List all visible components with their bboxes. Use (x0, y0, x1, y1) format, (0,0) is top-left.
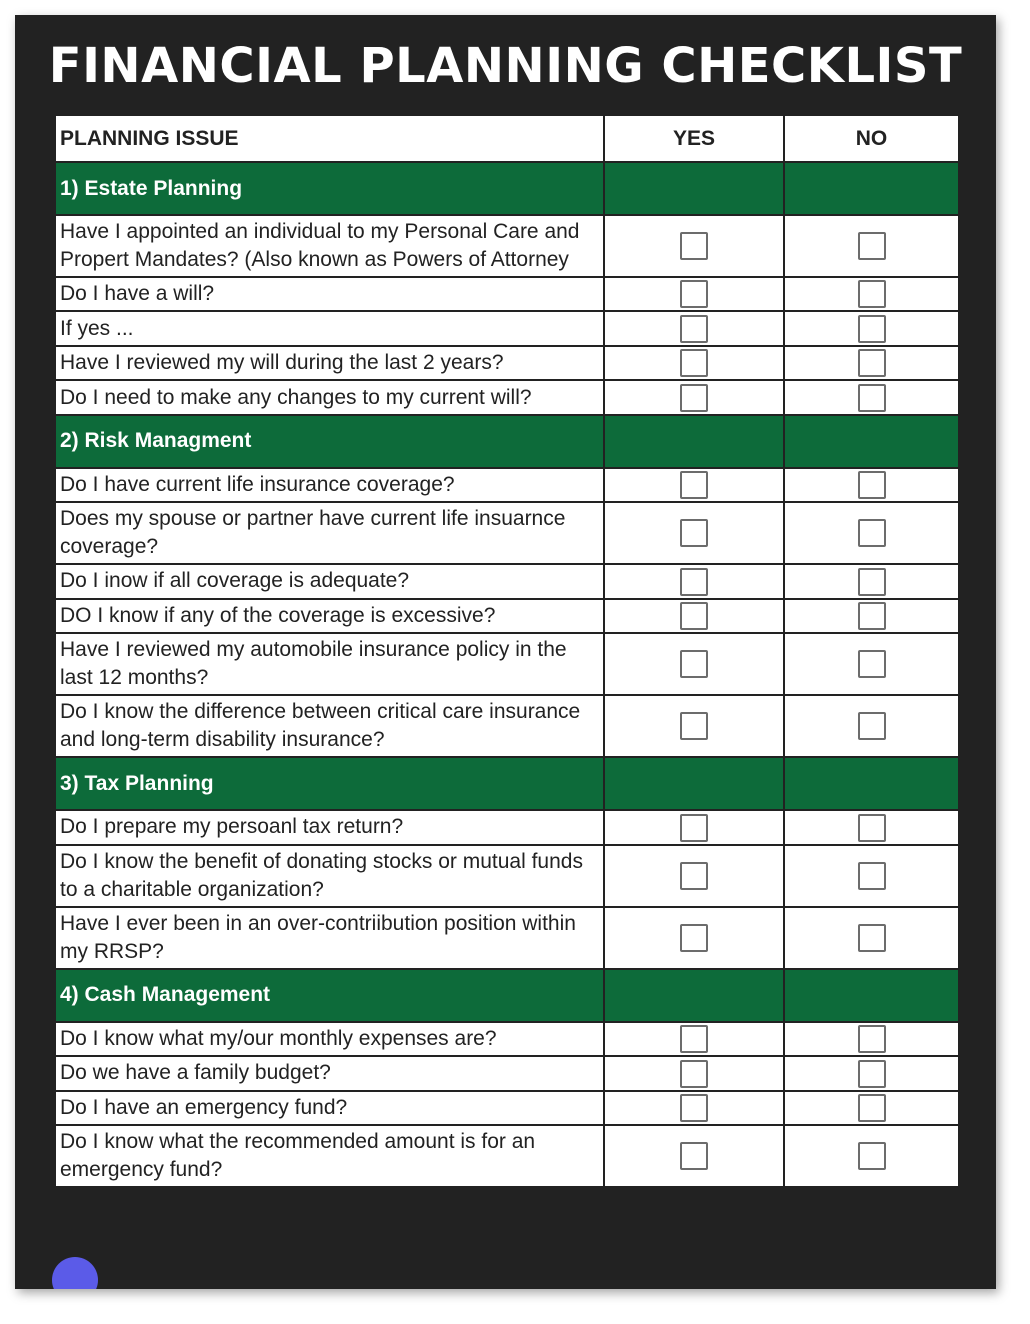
no-cell (784, 907, 959, 969)
section-heading: 3) Tax Planning (55, 757, 604, 810)
question-text: Do I have current life insurance coverage? (55, 468, 604, 502)
question-text: Do I need to make any changes to my current will? (55, 380, 604, 414)
yes-cell (604, 346, 784, 380)
question-text: If yes ... (55, 311, 604, 345)
question-row (55, 845, 959, 907)
no-checkbox[interactable] (858, 862, 886, 890)
question-row (55, 633, 959, 695)
no-cell (784, 599, 959, 633)
question-row (55, 468, 959, 502)
no-cell (784, 380, 959, 414)
yes-checkbox[interactable] (680, 280, 708, 308)
header-issue: PLANNING ISSUE (55, 115, 604, 162)
section-row (55, 969, 959, 1022)
yes-cell (604, 845, 784, 907)
question-text: Have I ever been in an over-contriibution position within my RRSP? (55, 907, 604, 969)
section-heading: 2) Risk Managment (55, 415, 604, 468)
yes-checkbox[interactable] (680, 1142, 708, 1170)
question-row (55, 1125, 959, 1187)
question-text: Do I inow if all coverage is adequate? (55, 564, 604, 598)
question-row (55, 502, 959, 564)
section-row (55, 757, 959, 810)
section-row (55, 162, 959, 215)
section-empty-cell (604, 162, 784, 215)
question-row (55, 810, 959, 844)
no-cell (784, 1091, 959, 1125)
checklist-table (54, 114, 960, 1188)
question-text: Do I know the benefit of donating stocks or mutual funds to a charitable organization? (55, 845, 604, 907)
no-checkbox[interactable] (858, 1060, 886, 1088)
yes-checkbox[interactable] (680, 814, 708, 842)
yes-cell (604, 907, 784, 969)
question-text: Do I know what the recommended amount is for an emergency fund? (55, 1125, 604, 1187)
question-row (55, 564, 959, 598)
no-cell (784, 633, 959, 695)
no-cell (784, 215, 959, 277)
yes-cell (604, 1091, 784, 1125)
no-cell (784, 502, 959, 564)
yes-checkbox[interactable] (680, 471, 708, 499)
header-row (55, 115, 959, 162)
question-row (55, 599, 959, 633)
question-row (55, 380, 959, 414)
question-text: Do I know what my/our monthly expenses are? (55, 1022, 604, 1056)
no-checkbox[interactable] (858, 1142, 886, 1170)
no-checkbox[interactable] (858, 1025, 886, 1053)
yes-cell (604, 311, 784, 345)
no-checkbox[interactable] (858, 384, 886, 412)
yes-checkbox[interactable] (680, 924, 708, 952)
question-text: Do we have a family budget? (55, 1056, 604, 1090)
question-row (55, 346, 959, 380)
floating-action-dot[interactable] (52, 1257, 98, 1289)
no-checkbox[interactable] (858, 280, 886, 308)
question-row (55, 695, 959, 757)
question-text: Do I have a will? (55, 277, 604, 311)
yes-checkbox[interactable] (680, 1094, 708, 1122)
checklist-frame (15, 15, 996, 1289)
yes-cell (604, 277, 784, 311)
yes-checkbox[interactable] (680, 315, 708, 343)
page-title: FINANCIAL PLANNING CHECKLIST (48, 38, 963, 94)
no-checkbox[interactable] (858, 1094, 886, 1122)
no-checkbox[interactable] (858, 650, 886, 678)
section-empty-cell (784, 757, 959, 810)
question-row (55, 277, 959, 311)
yes-cell (604, 468, 784, 502)
yes-checkbox[interactable] (680, 349, 708, 377)
header-yes: YES (604, 115, 784, 162)
no-cell (784, 346, 959, 380)
section-heading: 4) Cash Management (55, 969, 604, 1022)
question-row (55, 907, 959, 969)
no-cell (784, 1022, 959, 1056)
question-text: Do I have an emergency fund? (55, 1091, 604, 1125)
yes-checkbox[interactable] (680, 519, 708, 547)
yes-cell (604, 380, 784, 414)
yes-cell (604, 1022, 784, 1056)
no-checkbox[interactable] (858, 471, 886, 499)
no-cell (784, 845, 959, 907)
yes-checkbox[interactable] (680, 862, 708, 890)
no-checkbox[interactable] (858, 315, 886, 343)
section-row (55, 415, 959, 468)
no-cell (784, 695, 959, 757)
question-text: Does my spouse or partner have current life insuarnce coverage? (55, 502, 604, 564)
no-checkbox[interactable] (858, 519, 886, 547)
no-cell (784, 311, 959, 345)
no-checkbox[interactable] (858, 232, 886, 260)
section-empty-cell (784, 415, 959, 468)
no-checkbox[interactable] (858, 349, 886, 377)
yes-cell (604, 564, 784, 598)
no-cell (784, 810, 959, 844)
yes-cell (604, 1125, 784, 1187)
question-row (55, 311, 959, 345)
yes-cell (604, 215, 784, 277)
yes-cell (604, 633, 784, 695)
yes-checkbox[interactable] (680, 568, 708, 596)
no-cell (784, 1125, 959, 1187)
no-checkbox[interactable] (858, 568, 886, 596)
section-empty-cell (784, 969, 959, 1022)
question-text: Have I appointed an individual to my Personal Care and Propert Mandates? (Also known as Powers of Attorney (55, 215, 604, 277)
question-row (55, 215, 959, 277)
question-text: Have I reviewed my will during the last 2 years? (55, 346, 604, 380)
question-row (55, 1091, 959, 1125)
no-checkbox[interactable] (858, 602, 886, 630)
yes-cell (604, 599, 784, 633)
no-checkbox[interactable] (858, 924, 886, 952)
yes-checkbox[interactable] (680, 1025, 708, 1053)
yes-checkbox[interactable] (680, 650, 708, 678)
question-text: DO I know if any of the coverage is excessive? (55, 599, 604, 633)
yes-checkbox[interactable] (680, 384, 708, 412)
no-cell (784, 468, 959, 502)
no-cell (784, 277, 959, 311)
no-checkbox[interactable] (858, 814, 886, 842)
yes-cell (604, 502, 784, 564)
no-cell (784, 564, 959, 598)
question-row (55, 1022, 959, 1056)
question-text: Do I know the difference between critical care insurance and long-term disability insurance? (55, 695, 604, 757)
yes-cell (604, 695, 784, 757)
question-row (55, 1056, 959, 1090)
question-text: Do I prepare my persoanl tax return? (55, 810, 604, 844)
no-checkbox[interactable] (858, 712, 886, 740)
no-cell (784, 1056, 959, 1090)
yes-checkbox[interactable] (680, 712, 708, 740)
question-text: Have I reviewed my automobile insurance policy in the last 12 months? (55, 633, 604, 695)
yes-cell (604, 1056, 784, 1090)
header-no: NO (784, 115, 959, 162)
yes-cell (604, 810, 784, 844)
yes-checkbox[interactable] (680, 232, 708, 260)
section-empty-cell (784, 162, 959, 215)
section-empty-cell (604, 415, 784, 468)
yes-checkbox[interactable] (680, 602, 708, 630)
section-heading: 1) Estate Planning (55, 162, 604, 215)
yes-checkbox[interactable] (680, 1060, 708, 1088)
section-empty-cell (604, 969, 784, 1022)
section-empty-cell (604, 757, 784, 810)
